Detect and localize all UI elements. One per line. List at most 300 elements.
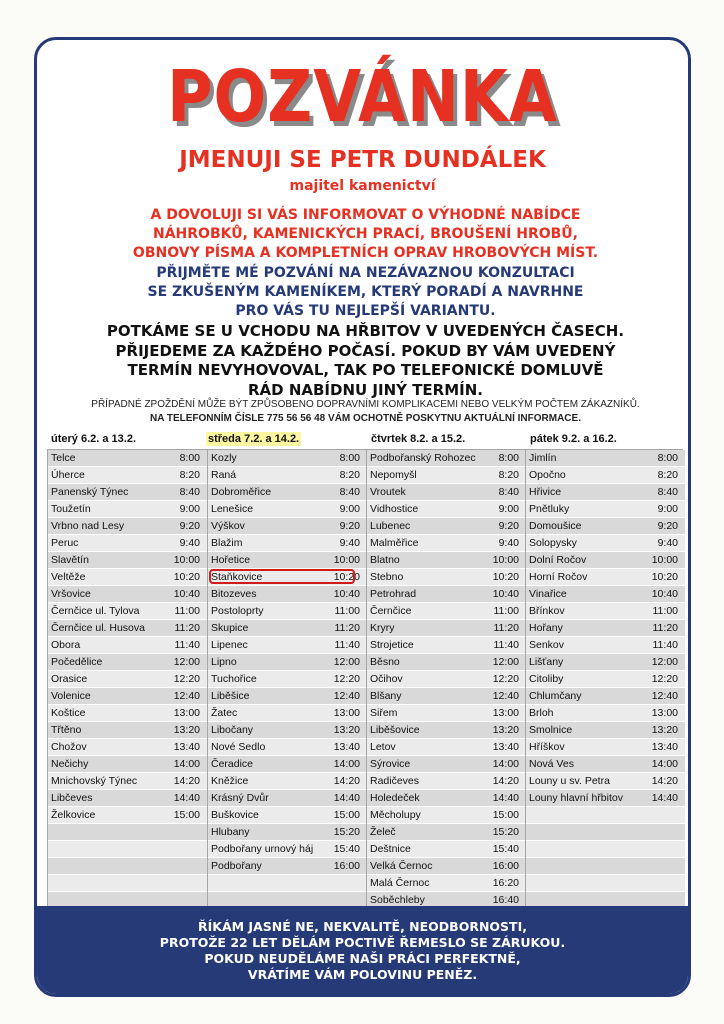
stop-time: 14:00: [651, 758, 678, 770]
stop-name: Kozly: [211, 452, 237, 464]
stop-name: Volenice: [51, 690, 91, 702]
schedule-row: [526, 739, 685, 756]
stop-name: Chlumčany: [529, 690, 582, 702]
schedule-row: [526, 501, 685, 518]
stop-time: 13:40: [651, 741, 678, 753]
stop-time: 9:20: [498, 520, 519, 532]
stop-name: Bitozeves: [211, 588, 257, 600]
schedule-row: [367, 535, 526, 552]
stop-time: 13:20: [651, 724, 678, 736]
stop-time: 10:20: [651, 571, 678, 583]
schedule-row: [208, 586, 367, 603]
stop-name: Smolnice: [529, 724, 573, 736]
schedule-row: [526, 705, 685, 722]
stop-time: 14:40: [333, 792, 360, 804]
offer-paragraph: [67, 206, 664, 263]
schedule-row: [48, 552, 207, 569]
schedule-row: [208, 518, 367, 535]
stop-name: Radičeves: [370, 775, 420, 787]
stop-name: Hořetice: [211, 554, 251, 566]
stop-time: 8:20: [498, 469, 519, 481]
schedule-row: [48, 756, 207, 773]
schedule-row: [367, 654, 526, 671]
stop-name: Dolní Ročov: [529, 554, 587, 566]
day-header-friday: pátek 9.2. a 16.2.: [530, 433, 617, 445]
stop-time: 14:40: [173, 792, 200, 804]
schedule-row: [208, 671, 367, 688]
stop-name: Krásný Dvůr: [211, 792, 269, 804]
stop-name: Vinařice: [529, 588, 567, 600]
meeting-line: RÁD NABÍDNU JINÝ TERMÍN.: [247, 380, 483, 399]
stop-name: Lenešice: [211, 503, 254, 515]
schedule-row: [367, 620, 526, 637]
schedule-row: [48, 671, 207, 688]
stop-time: 12:40: [333, 690, 360, 702]
stop-name: Lišťany: [529, 656, 564, 668]
stop-name: Skupice: [211, 622, 249, 634]
stop-time: 14:20: [333, 775, 360, 787]
schedule-row: [48, 688, 207, 705]
meeting-line: PŘIJEDEME ZA KAŽDÉHO POČASÍ. POKUD BY VÁM UVEDENÝ: [115, 341, 616, 360]
stop-name: Podbořany: [211, 860, 262, 872]
owner-name: JMENUJI SE PETR DUNDÁLEK: [179, 147, 546, 173]
stop-name: Citoliby: [529, 673, 564, 685]
schedule-row: [367, 518, 526, 535]
stop-name: Postoloprty: [211, 605, 264, 617]
stop-name: Počedělice: [51, 656, 103, 668]
stop-name: Buškovice: [211, 809, 259, 821]
schedule-row: [48, 824, 207, 841]
schedule-row: [526, 552, 685, 569]
stop-time: 15:20: [492, 826, 519, 838]
schedule-row: [48, 705, 207, 722]
schedule-row: [367, 637, 526, 654]
stop-name: Koštice: [51, 707, 86, 719]
highlight-circle: [209, 569, 355, 584]
stop-time: 9:40: [339, 537, 360, 549]
stop-name: Slavětín: [51, 554, 89, 566]
stop-time: 15:40: [333, 843, 360, 855]
schedule-row: [208, 535, 367, 552]
stop-name: Nová Ves: [529, 758, 574, 770]
stop-name: Jimlín: [529, 452, 557, 464]
stop-name: Vršovice: [51, 588, 91, 600]
stop-name: Louny hlavní hřbitov: [529, 792, 623, 804]
stop-name: Opočno: [529, 469, 566, 481]
schedule-row: [208, 875, 367, 892]
stop-time: 8:40: [339, 486, 360, 498]
offer-line: OBNOVY PÍSMA A KOMPLETNÍCH OPRAV HROBOVÝCH MÍST.: [132, 245, 599, 261]
stop-time: 10:20: [333, 571, 360, 583]
schedule-row: [367, 790, 526, 807]
stop-time: 10:20: [492, 571, 519, 583]
stop-name: Blšany: [370, 690, 402, 702]
stop-name: Lubenec: [370, 520, 411, 532]
stop-name: Malá Černoc: [370, 877, 430, 889]
stop-name: Veltěže: [51, 571, 86, 583]
stop-name: Hořany: [529, 622, 563, 634]
stop-name: Černčice: [370, 605, 412, 617]
schedule-row: [367, 858, 526, 875]
schedule-row: [48, 790, 207, 807]
flyer-card: [34, 37, 691, 997]
stop-name: Louny u sv. Petra: [529, 775, 610, 787]
schedule-row: [367, 841, 526, 858]
stop-time: 16:40: [492, 894, 519, 906]
schedule-row: [48, 501, 207, 518]
stop-time: 14:20: [492, 775, 519, 787]
stop-time: 12:20: [651, 673, 678, 685]
stop-time: 13:40: [333, 741, 360, 753]
schedule-column-thursday: [366, 450, 526, 909]
invite-line: SE ZKUŠENÝM KAMENÍKEM, KTERÝ PORADÍ A NAVRHNE: [147, 284, 584, 300]
guarantee-text: [37, 919, 688, 983]
schedule-row: [526, 688, 685, 705]
stop-name: Lipno: [211, 656, 237, 668]
guarantee-banner: [37, 906, 688, 994]
schedule-row: [208, 569, 367, 586]
stop-time: 8:40: [179, 486, 200, 498]
stop-time: 11:20: [174, 622, 200, 634]
stop-name: Horní Ročov: [529, 571, 588, 583]
schedule-row: [48, 467, 207, 484]
stop-time: 11:40: [652, 639, 678, 651]
schedule-row: [48, 773, 207, 790]
schedule-row: [48, 450, 207, 467]
stop-time: 13:20: [333, 724, 360, 736]
stop-time: 8:20: [179, 469, 200, 481]
schedule-row: [48, 875, 207, 892]
schedule-row: [367, 552, 526, 569]
stop-name: Vidhostice: [370, 503, 419, 515]
stop-time: 14:20: [651, 775, 678, 787]
stop-name: Nečichy: [51, 758, 89, 770]
stop-time: 8:00: [498, 452, 519, 464]
schedule-row: [208, 705, 367, 722]
stop-name: Výškov: [211, 520, 245, 532]
stop-time: 13:20: [173, 724, 200, 736]
stop-name: Nové Sedlo: [211, 741, 266, 753]
stop-name: Kryry: [370, 622, 395, 634]
schedule-row: [208, 484, 367, 501]
stop-name: Senkov: [529, 639, 565, 651]
schedule-row: [367, 501, 526, 518]
stop-time: 13:40: [492, 741, 519, 753]
schedule-row: [526, 790, 685, 807]
stop-time: 8:20: [657, 469, 678, 481]
stop-name: Dobroměřice: [211, 486, 272, 498]
offer-line: NÁHROBKŮ, KAMENICKÝCH PRACÍ, BROUŠENÍ HROBŮ,: [153, 226, 578, 242]
phone-note-line: NA TELEFONNÍM ČÍSLE 775 56 56 48 VÁM OCHOTNĚ POSKYTNU AKTUÁLNÍ INFORMACE.: [150, 413, 581, 424]
stop-time: 12:40: [173, 690, 200, 702]
stop-time: 10:40: [333, 588, 360, 600]
stop-time: 8:40: [657, 486, 678, 498]
schedule-row: [208, 722, 367, 739]
delay-note: [47, 398, 684, 426]
schedule-row: [367, 705, 526, 722]
stop-time: 11:00: [174, 605, 200, 617]
schedule-row: [208, 501, 367, 518]
schedule-row: [208, 552, 367, 569]
stop-time: 11:20: [652, 622, 678, 634]
schedule-row: [367, 807, 526, 824]
schedule-row: [526, 535, 685, 552]
stop-time: 9:20: [339, 520, 360, 532]
stop-name: Želeč: [370, 826, 396, 838]
stop-name: Brloh: [529, 707, 554, 719]
schedule-row: [48, 603, 207, 620]
stop-time: 15:00: [492, 809, 519, 821]
stop-time: 9:40: [498, 537, 519, 549]
schedule-row: [208, 620, 367, 637]
schedule-row: [526, 484, 685, 501]
stop-name: Peruc: [51, 537, 79, 549]
invite-line: PŘIJMĚTE MÉ POZVÁNÍ NA NEZÁVAZNOU KONZULTACI: [156, 265, 575, 281]
stop-name: Měcholupy: [370, 809, 421, 821]
stop-name: Domoušice: [529, 520, 582, 532]
stop-time: 11:20: [334, 622, 360, 634]
schedule-row: [48, 858, 207, 875]
schedule-column-friday: [525, 450, 685, 909]
stop-time: 16:20: [492, 877, 519, 889]
schedule-row: [48, 637, 207, 654]
stop-name: Siřem: [370, 707, 398, 719]
stop-time: 10:00: [651, 554, 678, 566]
stop-name: Žatec: [211, 707, 238, 719]
stop-name: Holedeček: [370, 792, 420, 804]
schedule-row: [48, 841, 207, 858]
schedule-row: [526, 450, 685, 467]
stop-time: 11:00: [334, 605, 360, 617]
stop-name: Stebno: [370, 571, 404, 583]
schedule-row: [526, 637, 685, 654]
stop-name: Soběchleby: [370, 894, 425, 906]
stop-name: Hlubany: [211, 826, 250, 838]
stop-name: Blažim: [211, 537, 243, 549]
schedule-row: [526, 671, 685, 688]
stop-time: 10:20: [173, 571, 200, 583]
stop-time: 12:40: [492, 690, 519, 702]
stop-name: Mnichovský Týnec: [51, 775, 138, 787]
stop-name: Úherce: [51, 469, 85, 481]
schedule-row: [208, 824, 367, 841]
stop-time: 13:00: [492, 707, 519, 719]
stop-name: Černčice ul. Tylova: [51, 605, 140, 617]
offer-line: A DOVOLUJI SI VÁS INFORMOVAT O VÝHODNÉ NABÍDCE: [150, 207, 581, 223]
schedule-row: [208, 858, 367, 875]
schedule-row: [208, 841, 367, 858]
schedule-row: [367, 722, 526, 739]
schedule-column-tuesday: [48, 450, 207, 909]
stop-time: 10:00: [492, 554, 519, 566]
guarantee-line: VRÁTÍME VÁM POLOVINU PENĚZ.: [247, 967, 478, 982]
schedule-row: [367, 450, 526, 467]
stop-name: Petrohrad: [370, 588, 417, 600]
stop-time: 10:40: [492, 588, 519, 600]
schedule-row: [526, 467, 685, 484]
schedule-table: [47, 449, 683, 909]
schedule-row: [526, 569, 685, 586]
schedule-row: [48, 535, 207, 552]
stop-time: 10:00: [173, 554, 200, 566]
stop-name: Černčice ul. Husova: [51, 622, 145, 634]
stop-time: 12:20: [333, 673, 360, 685]
stop-name: Želkovice: [51, 809, 96, 821]
schedule-row: [367, 688, 526, 705]
stop-name: Libčeves: [51, 792, 93, 804]
stop-time: 11:00: [493, 605, 519, 617]
stop-name: Chožov: [51, 741, 87, 753]
stop-name: Orasice: [51, 673, 88, 685]
schedule-row: [367, 773, 526, 790]
stop-name: Podbořany urnový háj: [211, 843, 314, 855]
schedule-row: [208, 807, 367, 824]
day-header-wednesday: středa 7.2. a 14.2.: [208, 433, 300, 445]
stop-time: 13:40: [173, 741, 200, 753]
stop-name: Vroutek: [370, 486, 406, 498]
schedule-row: [48, 569, 207, 586]
stop-name: Letov: [370, 741, 396, 753]
schedule-row: [208, 756, 367, 773]
meeting-paragraph: [67, 322, 664, 400]
stop-time: 8:00: [179, 452, 200, 464]
schedule-row: [526, 603, 685, 620]
schedule-row: [208, 739, 367, 756]
stop-name: Sýrovice: [370, 758, 411, 770]
day-headers: [49, 432, 686, 449]
stop-name: Toužetín: [51, 503, 91, 515]
schedule-row: [367, 603, 526, 620]
schedule-row: [48, 807, 207, 824]
stop-time: 9:00: [498, 503, 519, 515]
stop-time: 10:40: [173, 588, 200, 600]
schedule-row: [208, 688, 367, 705]
stop-time: 9:00: [657, 503, 678, 515]
stop-name: Obora: [51, 639, 81, 651]
stop-name: Lipenec: [211, 639, 248, 651]
delay-note-line: PŘÍPADNÉ ZPOŽDĚNÍ MŮŽE BÝT ZPŮSOBENO DOPRAVNÍMI KOMPLIKACEMI NEBO VELKÝM POČTEM ZÁKAZNÍKŮ.: [91, 399, 640, 410]
stop-name: Velká Černoc: [370, 860, 433, 872]
stop-time: 9:20: [179, 520, 200, 532]
stop-time: 12:00: [333, 656, 360, 668]
schedule-row: [367, 569, 526, 586]
schedule-row: [526, 824, 685, 841]
stop-name: Tuchořice: [211, 673, 257, 685]
schedule-row: [208, 603, 367, 620]
stop-time: 9:00: [339, 503, 360, 515]
stop-time: 11:20: [493, 622, 519, 634]
stop-name: Pnětluky: [529, 503, 570, 515]
invite-line: PRO VÁS TU NEJLEPŠÍ VARIANTU.: [235, 303, 496, 319]
stop-time: 13:00: [173, 707, 200, 719]
stop-name: Nepomyšl: [370, 469, 417, 481]
stop-name: Hříškov: [529, 741, 565, 753]
schedule-row: [526, 841, 685, 858]
stop-time: 12:00: [173, 656, 200, 668]
stop-time: 15:00: [173, 809, 200, 821]
stop-time: 9:00: [179, 503, 200, 515]
stop-time: 12:40: [651, 690, 678, 702]
stop-time: 8:20: [339, 469, 360, 481]
schedule-row: [208, 637, 367, 654]
day-header-tuesday: úterý 6.2. a 13.2.: [51, 433, 136, 445]
stop-name: Břínkov: [529, 605, 565, 617]
schedule-row: [526, 807, 685, 824]
stop-time: 10:40: [651, 588, 678, 600]
schedule-row: [48, 484, 207, 501]
stop-time: 14:00: [173, 758, 200, 770]
owner-role: majitel kamenictví: [289, 178, 436, 194]
schedule-row: [367, 671, 526, 688]
schedule-row: [526, 518, 685, 535]
stop-time: 14:00: [333, 758, 360, 770]
stop-name: Deštnice: [370, 843, 411, 855]
stop-name: Podbořanský Rohozec: [370, 452, 476, 464]
stop-time: 9:40: [179, 537, 200, 549]
stop-name: Malměřice: [370, 537, 419, 549]
schedule-row: [367, 739, 526, 756]
stop-name: Vrbno nad Lesy: [51, 520, 125, 532]
schedule-row: [208, 654, 367, 671]
schedule-row: [48, 518, 207, 535]
stop-name: Očihov: [370, 673, 403, 685]
stop-time: 16:00: [333, 860, 360, 872]
schedule-row: [48, 722, 207, 739]
stop-name: Čeradice: [211, 758, 254, 770]
stop-time: 12:00: [492, 656, 519, 668]
guarantee-line: ŘÍKÁM JASNÉ NE, NEKVALITĚ, NEODBORNOSTI,: [198, 919, 527, 934]
stop-time: 13:00: [651, 707, 678, 719]
schedule-row: [526, 858, 685, 875]
schedule-row: [526, 875, 685, 892]
stop-time: 15:00: [333, 809, 360, 821]
schedule-row: [367, 824, 526, 841]
invite-paragraph: [67, 264, 664, 321]
stop-time: 14:40: [492, 792, 519, 804]
stop-time: 11:40: [334, 639, 360, 651]
stop-time: 12:20: [173, 673, 200, 685]
stop-time: 8:40: [498, 486, 519, 498]
stop-time: 11:40: [493, 639, 519, 651]
schedule-row: [208, 467, 367, 484]
schedule-row: [367, 586, 526, 603]
stop-name: Liběšice: [211, 690, 250, 702]
schedule-row: [367, 875, 526, 892]
schedule-row: [367, 756, 526, 773]
stop-name: Raná: [211, 469, 237, 481]
stop-time: 9:40: [657, 537, 678, 549]
stop-name: Hřivice: [529, 486, 562, 498]
flyer-title: POZVÁNKA: [167, 54, 558, 139]
guarantee-line: PROTOŽE 22 LET DĚLÁM POCTIVĚ ŘEMESLO SE ZÁRUKOU.: [159, 935, 566, 950]
stop-name: Panenský Týnec: [51, 486, 129, 498]
stop-time: 16:00: [492, 860, 519, 872]
meeting-line: TERMÍN NEVYHOVOVAL, TAK PO TELEFONICKÉ DOMLUVĚ: [127, 361, 604, 379]
schedule-row: [526, 654, 685, 671]
stop-name: Blatno: [370, 554, 400, 566]
schedule-row: [526, 620, 685, 637]
schedule-row: [367, 467, 526, 484]
stop-time: 8:00: [657, 452, 678, 464]
schedule-row: [208, 773, 367, 790]
day-header-thursday: čtvrtek 8.2. a 15.2.: [371, 433, 466, 445]
stop-time: 12:20: [492, 673, 519, 685]
meeting-line: POTKÁME SE U VCHODU NA HŘBITOV V UVEDENÝCH ČASECH.: [106, 322, 625, 340]
guarantee-line: POKUD NEUDĚLÁME NAŠI PRÁCI PERFEKTNĚ,: [204, 951, 521, 966]
stop-time: 11:00: [652, 605, 678, 617]
schedule-row: [208, 790, 367, 807]
stop-time: 8:00: [339, 452, 360, 464]
